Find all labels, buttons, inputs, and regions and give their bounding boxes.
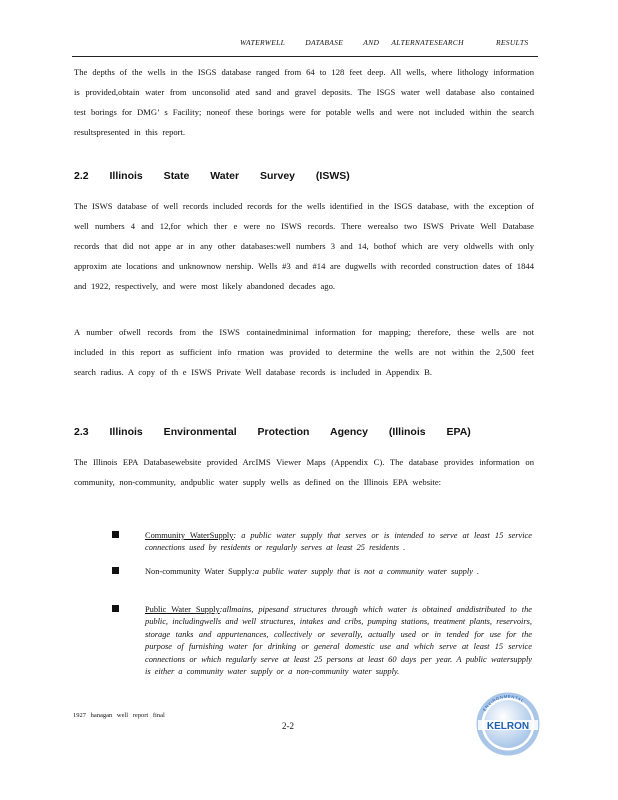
running-header (240, 38, 530, 47)
bullet-square-icon (112, 567, 119, 574)
section-2-2-paragraph-2: A number ofwell records from the ISWS containedminimal information for mapping; therefore, these wells are not included in this report as sufficient info rmation was provided to determine the wells are not within the 2,500 feet search radius. A copy of th e ISWS Private Well database records is included in Appendix B. (74, 327, 534, 377)
bullet-term: Community WaterSupply (145, 531, 234, 540)
intro-paragraph: The depths of the wells in the ISGS database ranged from 64 to 128 feet deep. All wells, where lithology information is provided,obtain water from unconsolid ated sand and gravel deposits. The ISGS water well database also contained test borings for DMG’ s Facility; noneof these borings were for potable wells and were not included within the search resultspresented in this report. (74, 67, 534, 137)
header-word-2: DATABASE (305, 38, 344, 47)
bullet-definition: :a public water supply that is not a community water supply . (251, 567, 480, 576)
bullet-term: Non-community Water Supply (145, 567, 252, 576)
footer-file-label: 1927 hanagan well report final (73, 712, 165, 719)
section-heading-2-3: 2.3 Illinois Environmental Protection Agency (Illinois EPA) (74, 426, 471, 438)
header-word-4: ALTERNATESEARCH (391, 38, 464, 47)
header-word-1: WATERWELL (240, 38, 286, 47)
section-2-2-paragraph-1: The ISWS database of well records included records for the wells identified in the ISGS database, with the exception of well numbers 4 and 12,for which ther e were no ISWS records. There werealso two ISWS Private Well Database records that did not appe ar in any other databases:well numbers 3 and 14, bothof which are very oldwells with only approxim ate locations and unknownow nership. Wells #3 and #14 are dugwells with recorded construction dates of 1844 and 1922, respectively, and were most likely abandoned decades ago. (74, 201, 534, 291)
bullet-item-public-water-supply (112, 604, 532, 678)
bullet-square-icon (112, 605, 119, 612)
bullet-item-community (112, 530, 532, 555)
header-word-3: AND (363, 38, 380, 47)
kelron-logo (476, 692, 540, 756)
header-rule (72, 56, 538, 57)
bullet-item-non-community (112, 566, 532, 578)
logo-text: KELRON (486, 721, 530, 732)
logo-ring-text: ENVIRONMENTAL (481, 693, 526, 713)
bullet-definition: :allmains, pipesand structures through which water is obtained anddistributed to the public, includingwells and well structures, intakes and cribs, pumping stations, treatment plants, reservoirs, storage tanks and appurtenances, collectively or severally, actually used or in tended for use for the purpose of furnishing water for drinking or general domestic use and which serve at least 15 service connections or which regularly serve at least 25 persons at least 60 days per year. A public watersupply is either a community water supply or a non-community water supply. (145, 605, 532, 677)
bullet-term: Public Water Supply (145, 605, 220, 614)
section-2-3-paragraph: The Illinois EPA Databasewebsite provided ArcIMS Viewer Maps (Appendix C). The database provides information on community, non-community, andpublic water supply wells as defined on the Illinois EPA website: (74, 457, 534, 487)
bullet-definition: : a public water supply that serves or is intended to serve at least 15 service connections used by residents or regularly serves at least 25 residents . (145, 531, 532, 553)
bullet-square-icon (112, 531, 119, 538)
page-number: 2-2 (282, 721, 294, 731)
section-heading-2-2: 2.2 Illinois State Water Survey (ISWS) (74, 170, 350, 182)
header-word-5: RESULTS (496, 38, 529, 47)
